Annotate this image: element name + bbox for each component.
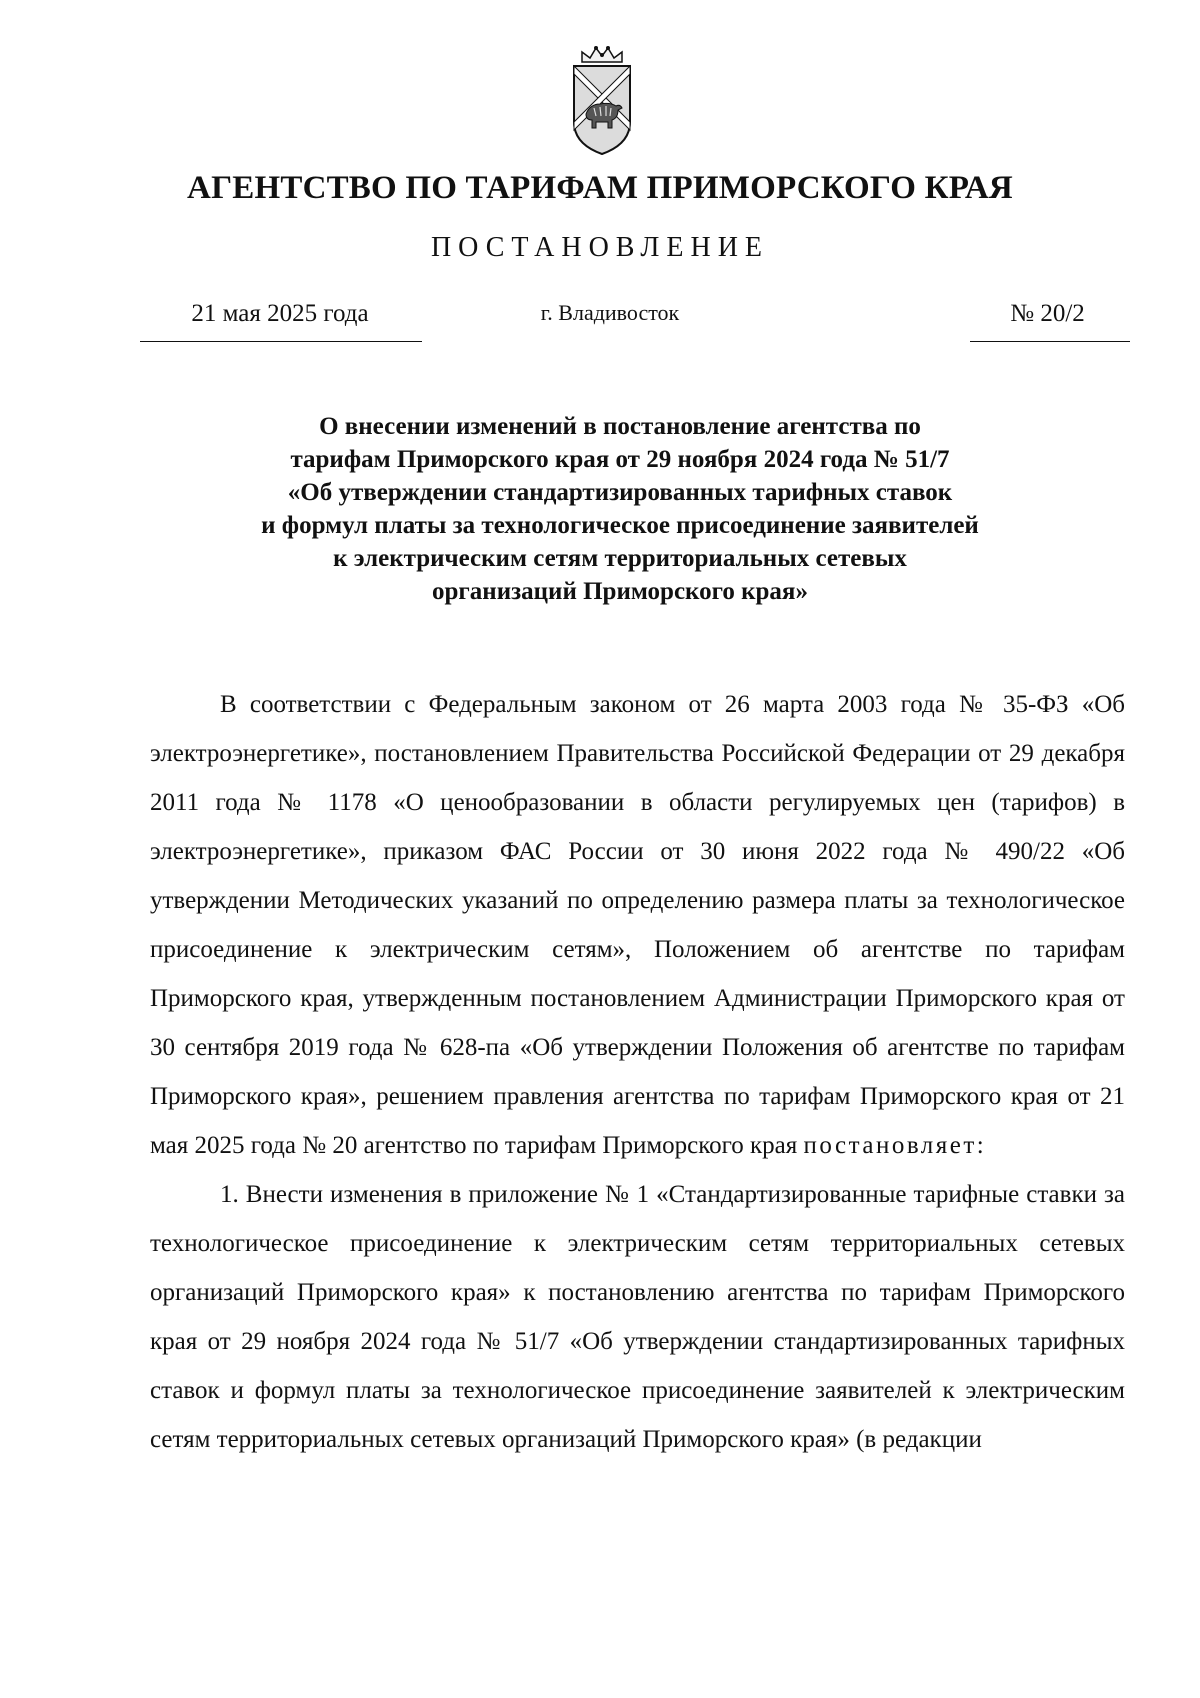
agency-name: АГЕНТСТВО ПО ТАРИФАМ ПРИМОРСКОГО КРАЯ	[187, 170, 1013, 206]
document-body	[150, 680, 1125, 1464]
title-line: к электрическим сетям территориальных сетевых	[333, 545, 907, 572]
resolves-word: постановляет:	[803, 1132, 987, 1159]
document-type: ПОСТАНОВЛЕНИЕ	[430, 232, 770, 263]
preamble-text: В соответствии с Федеральным законом от 26 марта 2003 года № 35-ФЗ «Об электроэнергетике», постановлением Правительства Российской Федерации от 29 декабря 2011 года № 1178 «О ценообразовании в области регулируемых цен (тарифов) в электроэнергетике», приказом ФАС России от 30 июня 2022 года № 490/22 «Об утверждении Методических указаний по определению размера платы за технологическое присоединение к электрическим сетям», Положением об агентстве по тарифам Приморского края, утвержденным постановлением Администрации Приморского края от 30 сентября 2019 года № 628-па «Об утверждении Положения об агентстве по тарифам Приморского края», решением правления агентства по тарифам Приморского края от 21 мая 2025 года № 20 агентство по тарифам Приморского края	[150, 691, 1125, 1159]
title-line: и формул платы за технологическое присоединение заявителей	[261, 512, 979, 539]
title-line: организаций Приморского края»	[432, 578, 808, 605]
preamble-paragraph	[150, 680, 1125, 1170]
item-1-paragraph: 1. Внести изменения в приложение № 1 «Стандартизированные тарифные ставки за технологическое присоединение к электрическим сетям территориальных сетевых организаций Приморского края» к постановлению агентства по тарифам Приморского края от 29 ноября 2024 года № 51/7 «Об утверждении стандартизированных тарифных ставок и формул платы за технологическое присоединение заявителей к электрическим сетям территориальных сетевых организаций Приморского края» (в редакции	[150, 1181, 1125, 1453]
number-underline	[970, 341, 1130, 342]
title-line: «Об утверждении стандартизированных тарифных ставок	[287, 479, 953, 506]
primorsky-krai-coat-of-arms-icon	[568, 44, 636, 156]
document-title	[120, 410, 1120, 608]
title-line: тарифам Приморского края от 29 ноября 2024 года № 51/7	[290, 446, 950, 473]
document-number: № 20/2	[1010, 300, 1085, 327]
document-city: г. Владивосток	[540, 300, 680, 325]
document-date: 21 мая 2025 года	[191, 300, 369, 327]
title-line: О внесении изменений в постановление агентства по	[319, 413, 921, 440]
date-underline	[140, 341, 422, 342]
